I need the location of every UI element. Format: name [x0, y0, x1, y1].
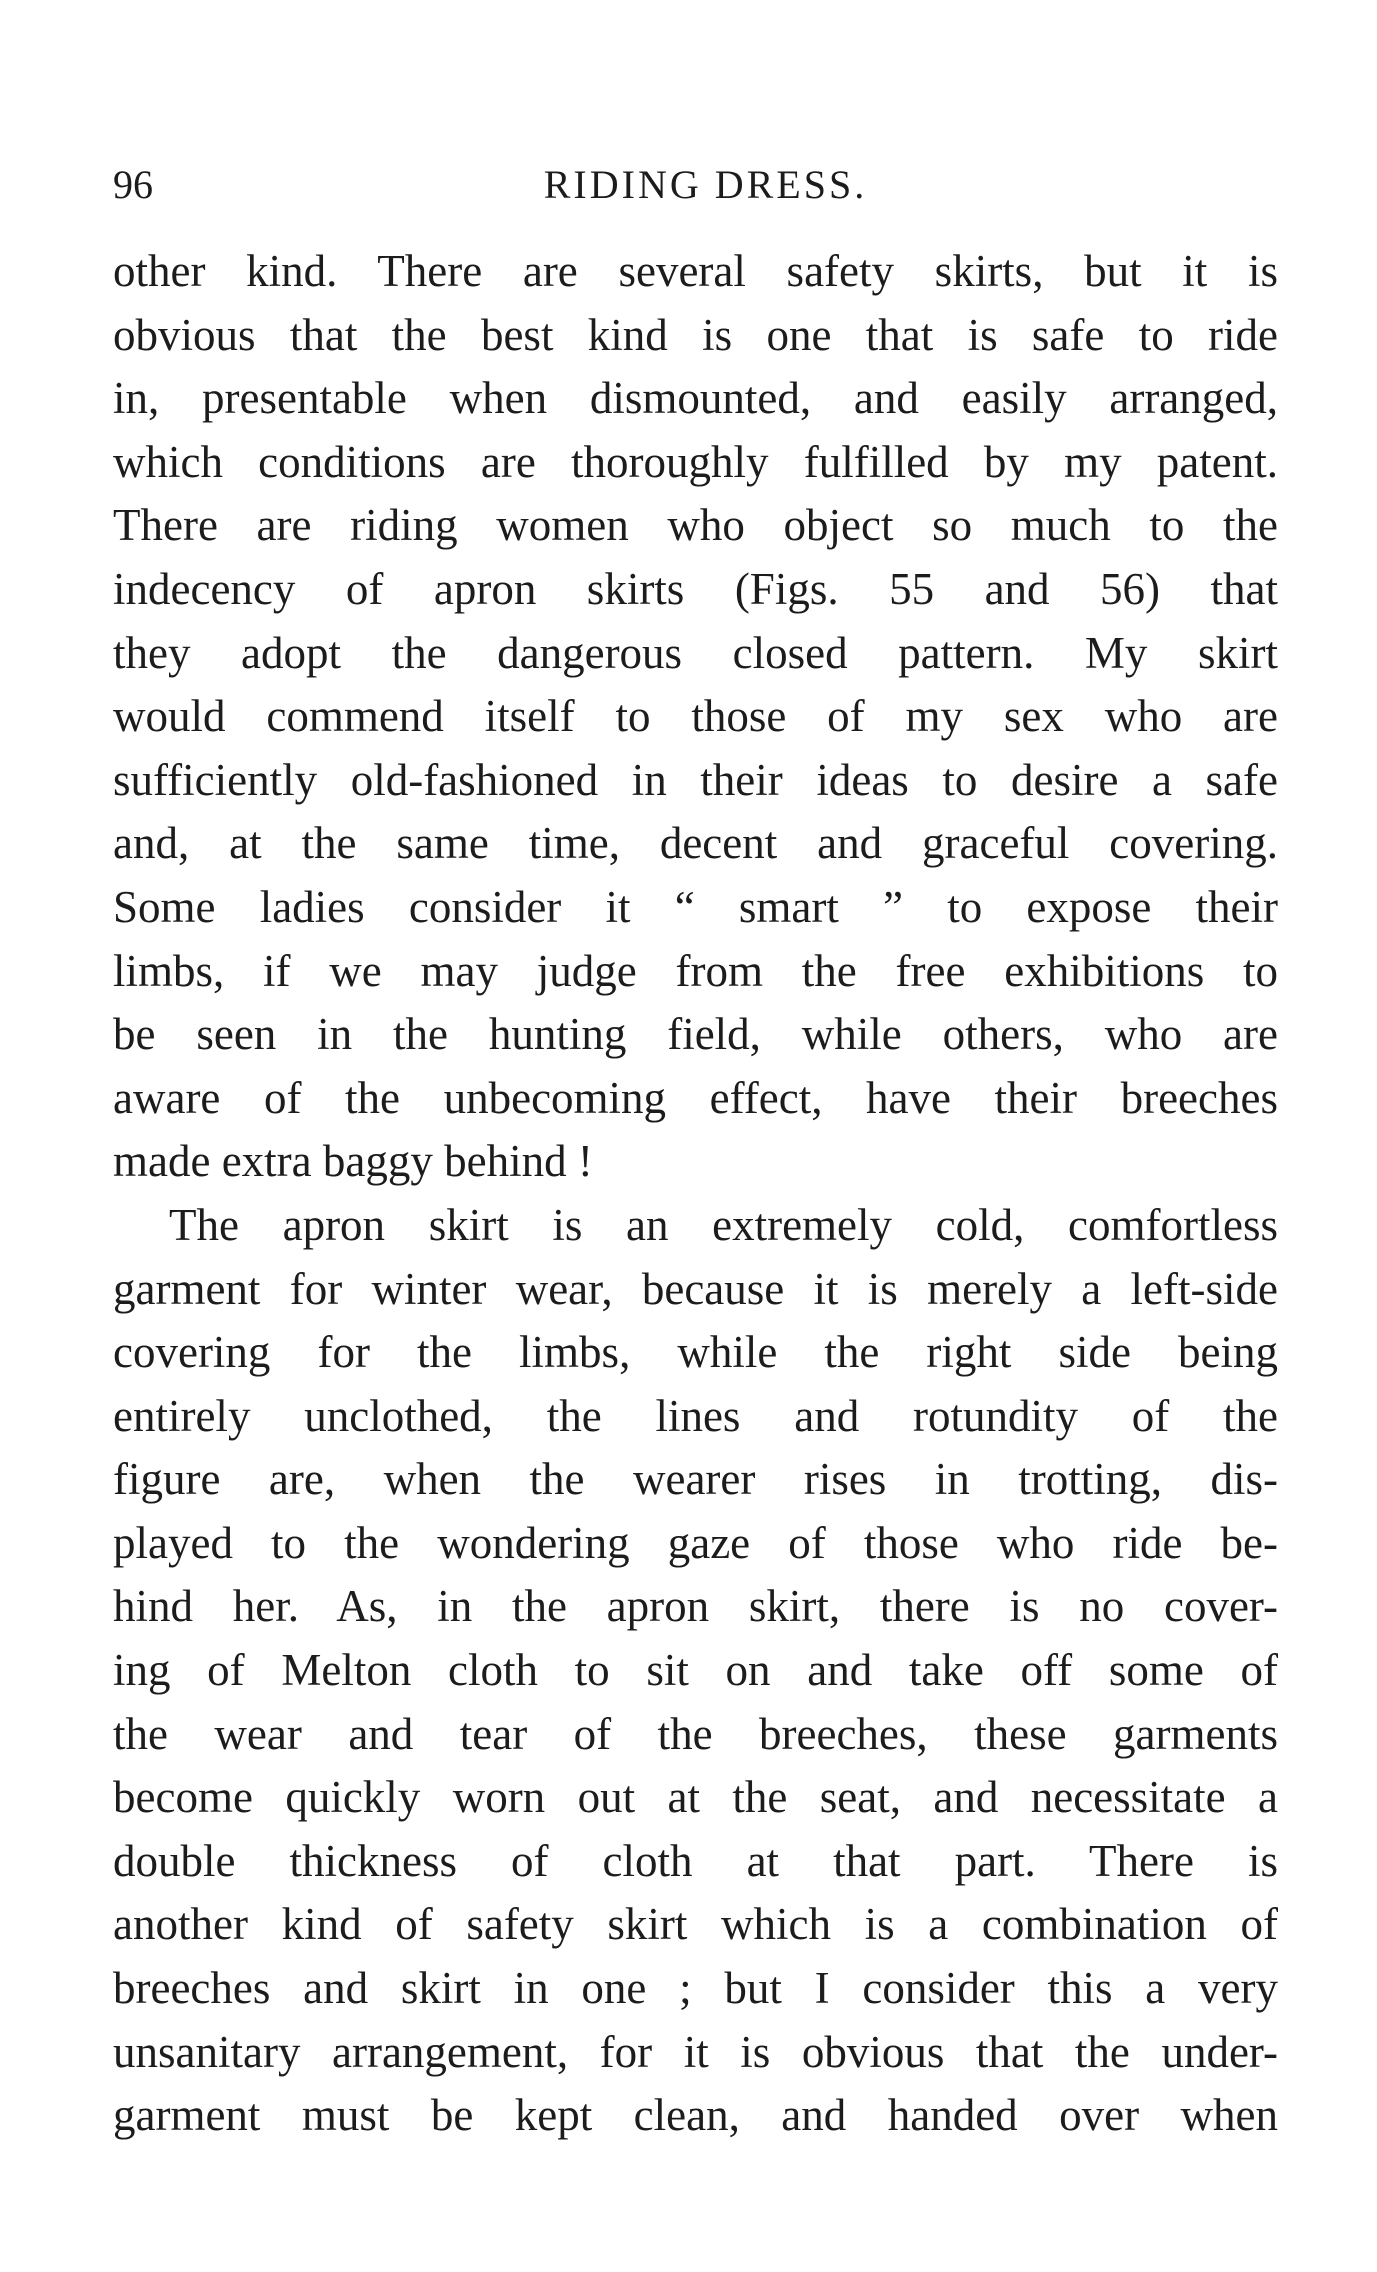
text-line: figure are, when the wearer rises in trotting, dis- [113, 1454, 1278, 1505]
text-line: made extra baggy behind ! [113, 1136, 593, 1187]
text-line: covering for the limbs, while the right side being [113, 1327, 1278, 1378]
paragraph-2 [113, 1194, 1278, 2148]
text-line: garment for winter wear, because it is merely a left-side [113, 1263, 1278, 1314]
text-line: which conditions are thoroughly fulfilled by my patent. [113, 436, 1278, 487]
text-line: other kind. There are several safety skirts, but it is [113, 246, 1278, 296]
text-line: obvious that the best kind is one that is safe to ride [113, 309, 1278, 360]
text-line: ing of Melton cloth to sit on and take off some of [113, 1645, 1278, 1696]
page-number: 96 [113, 162, 153, 207]
text-line: Some ladies consider it “ smart ” to expose their [113, 881, 1278, 932]
text-line: sufficiently old-fashioned in their ideas to desire a safe [113, 754, 1278, 805]
text-line: aware of the unbecoming effect, have their breeches [113, 1072, 1278, 1123]
text-line: indecency of apron skirts (Figs. 55 and 56) that [113, 563, 1278, 614]
text-line: limbs, if we may judge from the free exhibitions to [113, 945, 1278, 996]
text-line: and, at the same time, decent and graceful covering. [113, 818, 1278, 869]
running-title: RIDING DRESS. [543, 162, 868, 207]
text-line: breeches and skirt in one ; but I consider this a very [113, 1963, 1278, 2014]
text-line: be seen in the hunting field, while others, who are [113, 1009, 1278, 1060]
running-head [113, 160, 1278, 210]
body-text [113, 240, 1278, 2148]
text-line: would commend itself to those of my sex who are [113, 691, 1278, 742]
text-line: double thickness of cloth at that part. There is [113, 1835, 1278, 1886]
text-line: The apron skirt is an extremely cold, comfortless [169, 1199, 1278, 1250]
text-line: unsanitary arrangement, for it is obvious that the under- [113, 2026, 1278, 2077]
text-line: hind her. As, in the apron skirt, there is no cover- [113, 1581, 1278, 1632]
text-line: the wear and tear of the breeches, these garments [113, 1708, 1278, 1759]
text-line: in, presentable when dismounted, and easily arranged, [113, 373, 1278, 424]
text-line: become quickly worn out at the seat, and necessitate a [113, 1772, 1278, 1823]
text-line: another kind of safety skirt which is a combination of [113, 1899, 1278, 1950]
paragraph-1 [113, 240, 1278, 1194]
text-line: played to the wondering gaze of those who ride be- [113, 1517, 1278, 1568]
text-line: There are riding women who object so much to the [113, 500, 1278, 551]
text-line: garment must be kept clean, and handed over when [113, 2090, 1278, 2141]
text-line: entirely unclothed, the lines and rotundity of the [113, 1390, 1278, 1441]
text-line: they adopt the dangerous closed pattern. My skirt [113, 627, 1278, 678]
